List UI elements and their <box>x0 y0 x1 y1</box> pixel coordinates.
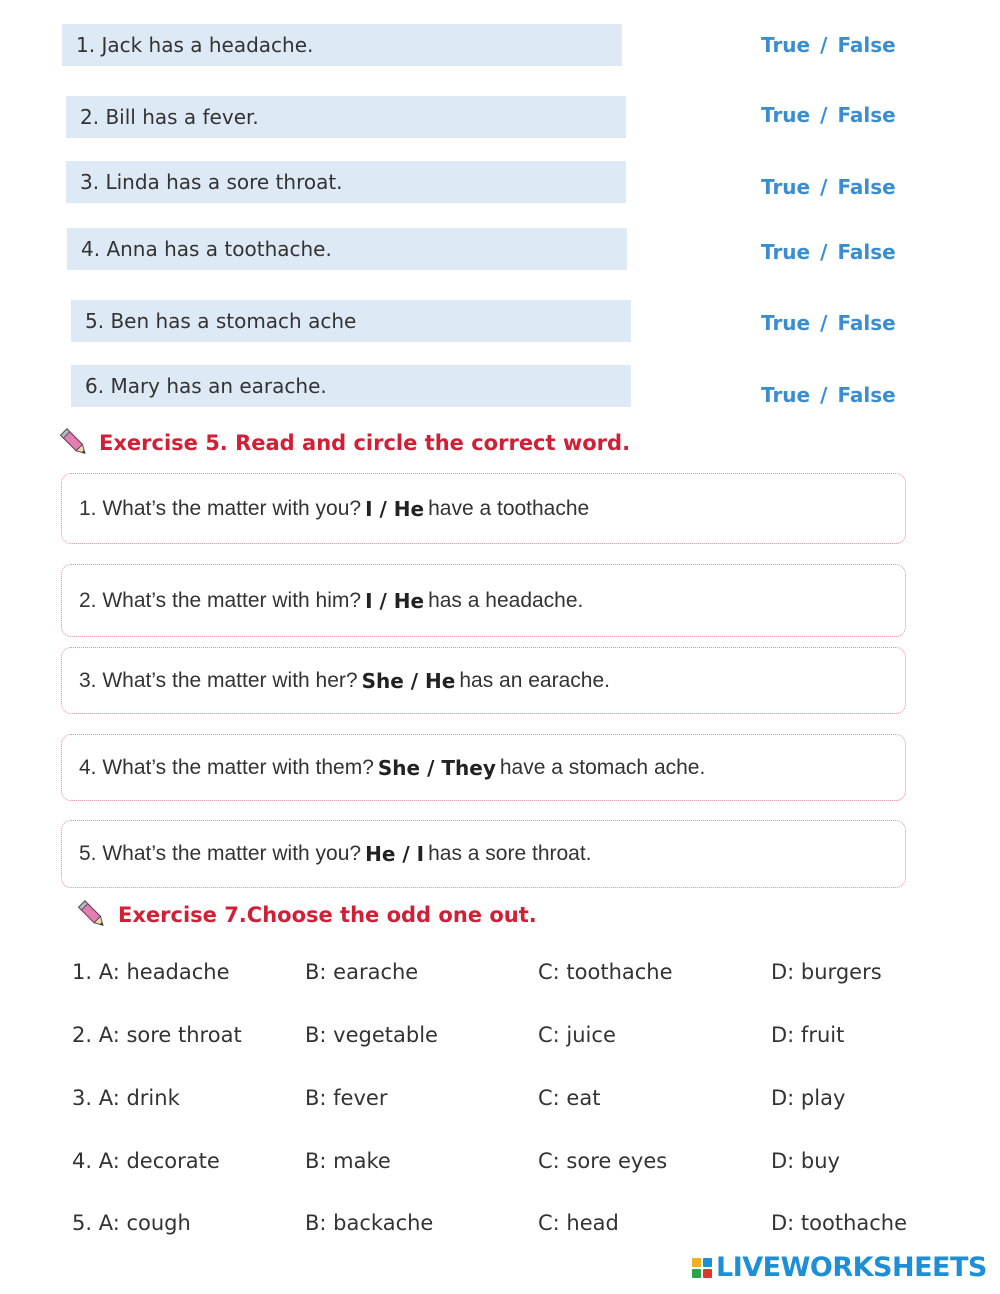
false-option-5[interactable]: False <box>837 311 896 335</box>
choice-c[interactable]: C: sore eyes <box>538 1149 668 1173</box>
pencil-icon <box>76 898 108 932</box>
choice-a[interactable]: 3. A: drink <box>72 1086 180 1110</box>
exercise5-item-3 <box>61 647 906 714</box>
statement-5: 5. Ben has a stomach ache <box>71 300 631 342</box>
true-false-5 <box>761 311 896 335</box>
exercise7-title: Exercise 7.Choose the odd one out. <box>118 903 537 927</box>
option-separator: / <box>427 755 435 780</box>
option-separator: / <box>379 496 387 521</box>
question-text: 1. What’s the matter with you? <box>79 496 362 520</box>
choice-a[interactable]: 2. A: sore throat <box>72 1023 242 1047</box>
separator: / <box>820 175 828 199</box>
choice-d[interactable]: D: burgers <box>771 960 882 984</box>
true-false-4 <box>761 240 896 264</box>
exercise5-item-2 <box>61 564 906 637</box>
option-separator: / <box>379 588 387 613</box>
question-text: 5. What’s the matter with you? <box>79 842 362 865</box>
separator: / <box>820 240 828 264</box>
option-2[interactable]: They <box>441 755 496 780</box>
option-1[interactable]: She <box>377 755 421 780</box>
choice-b[interactable]: B: earache <box>305 960 419 984</box>
true-option-4[interactable]: True <box>761 240 811 264</box>
sentence-rest: has an earache. <box>459 668 610 692</box>
question-text: 4. What’s the matter with them? <box>79 755 374 779</box>
logo-text: LIVEWORKSHEETS <box>716 1252 987 1283</box>
statement-1: 1. Jack has a headache. <box>62 24 622 66</box>
choice-b[interactable]: B: vegetable <box>305 1023 438 1047</box>
choice-b[interactable]: B: make <box>305 1149 391 1173</box>
true-option-6[interactable]: True <box>761 383 811 407</box>
option-2[interactable]: He <box>425 668 456 693</box>
option-1[interactable]: I <box>365 588 373 613</box>
choice-a[interactable]: 4. A: decorate <box>72 1149 220 1173</box>
sentence-rest: has a sore throat. <box>428 842 592 865</box>
true-false-2 <box>761 103 896 127</box>
option-separator: / <box>402 842 410 866</box>
choice-c[interactable]: C: toothache <box>538 960 673 984</box>
liveworksheets-logo <box>692 1252 987 1283</box>
false-option-1[interactable]: False <box>837 33 896 57</box>
sentence-rest: has a headache. <box>428 588 584 612</box>
exercise5-title: Exercise 5. Read and circle the correct word. <box>99 431 631 455</box>
false-option-4[interactable]: False <box>837 240 896 264</box>
separator: / <box>820 103 828 127</box>
true-option-2[interactable]: True <box>761 103 811 127</box>
pencil-icon <box>58 426 90 460</box>
option-2[interactable]: He <box>393 588 425 613</box>
sentence-rest: have a stomach ache. <box>499 755 706 779</box>
true-false-1 <box>761 33 896 57</box>
separator: / <box>820 383 828 407</box>
choice-c[interactable]: C: eat <box>538 1086 601 1110</box>
statement-4: 4. Anna has a toothache. <box>67 228 627 270</box>
false-option-6[interactable]: False <box>837 383 896 407</box>
separator: / <box>820 311 828 335</box>
sentence-rest: have a toothache <box>428 496 590 520</box>
false-option-3[interactable]: False <box>837 175 896 199</box>
liveworksheets-logo-icon <box>692 1258 712 1278</box>
exercise5-item-5 <box>61 820 906 888</box>
option-2[interactable]: He <box>393 496 425 521</box>
choice-a[interactable]: 1. A: headache <box>72 960 230 984</box>
question-text: 2. What’s the matter with him? <box>79 588 362 612</box>
choice-d[interactable]: D: fruit <box>771 1023 845 1047</box>
choice-c[interactable]: C: juice <box>538 1023 616 1047</box>
choice-c[interactable]: C: head <box>538 1211 619 1235</box>
separator: / <box>820 33 828 57</box>
option-1[interactable]: She <box>361 668 404 693</box>
true-false-6 <box>761 383 896 407</box>
option-1[interactable]: He <box>365 842 396 866</box>
statement-2: 2. Bill has a fever. <box>66 96 626 138</box>
false-option-2[interactable]: False <box>837 103 896 127</box>
true-option-1[interactable]: True <box>761 33 811 57</box>
choice-d[interactable]: D: buy <box>771 1149 840 1173</box>
true-option-5[interactable]: True <box>761 311 811 335</box>
true-option-3[interactable]: True <box>761 175 811 199</box>
statement-3: 3. Linda has a sore throat. <box>66 161 626 203</box>
option-separator: / <box>410 668 419 693</box>
question-text: 3. What’s the matter with her? <box>79 668 358 692</box>
true-false-3 <box>761 175 896 199</box>
choice-b[interactable]: B: backache <box>305 1211 434 1235</box>
option-1[interactable]: I <box>365 496 373 521</box>
exercise5-item-1 <box>61 473 906 544</box>
choice-b[interactable]: B: fever <box>305 1086 388 1110</box>
statement-6: 6. Mary has an earache. <box>71 365 631 407</box>
choice-d[interactable]: D: play <box>771 1086 846 1110</box>
choice-d[interactable]: D: toothache <box>771 1211 908 1235</box>
choice-a[interactable]: 5. A: cough <box>72 1211 191 1235</box>
option-2[interactable]: I <box>416 842 425 866</box>
exercise5-item-4 <box>61 734 906 801</box>
